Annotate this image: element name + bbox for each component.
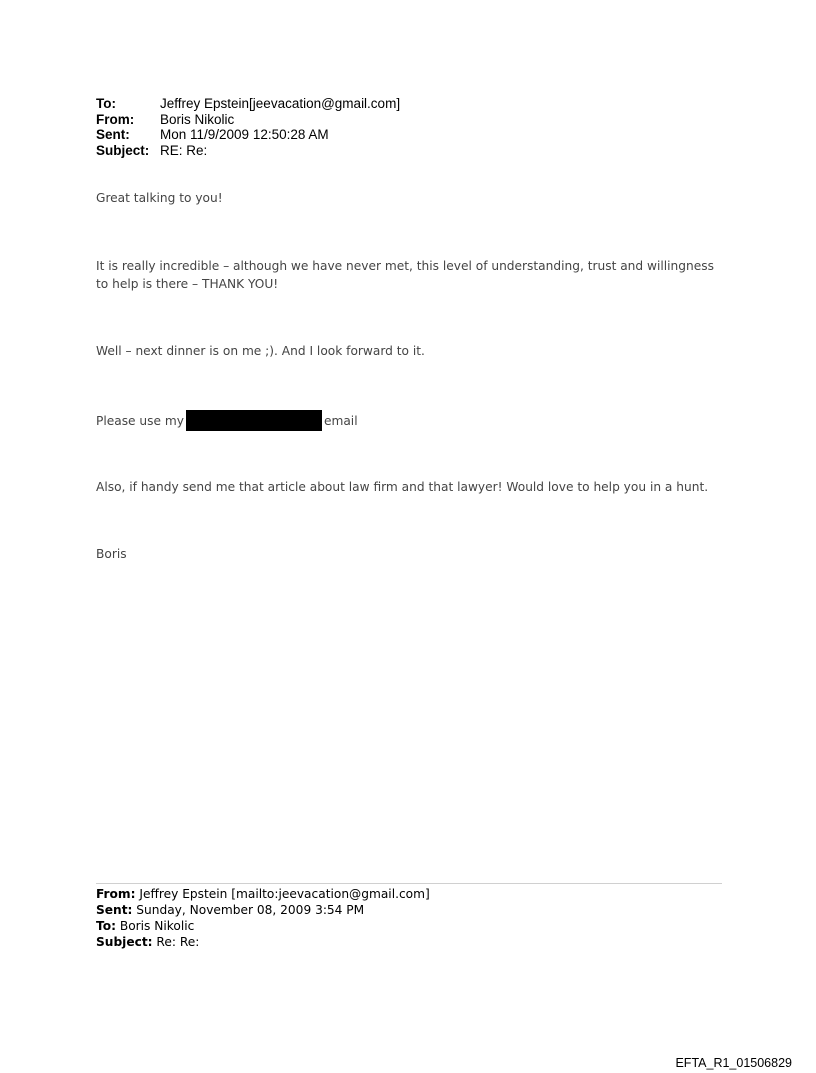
header-sent-row	[96, 127, 400, 143]
body-paragraph-thanks: It is really incredible – although we have never met, this level of understanding, trust and willingness to help is there – THANK YOU!	[96, 259, 714, 291]
quoted-to-row	[96, 918, 430, 934]
sent-value: Mon 11/9/2009 12:50:28 AM	[160, 127, 329, 142]
quoted-from-row	[96, 886, 430, 902]
quoted-from-value: Jeffrey Epstein [mailto:jeevacation@gmail.com]	[139, 887, 430, 901]
subject-label: Subject:	[96, 142, 150, 158]
to-label: To:	[96, 96, 116, 111]
header-from-row	[96, 112, 400, 128]
email-header	[96, 96, 400, 158]
redaction-block	[186, 410, 322, 431]
to-value: Jeffrey Epstein[jeevacation@gmail.com]	[160, 96, 401, 111]
from-value: Boris Nikolic	[160, 111, 235, 127]
quoted-from-label: From:	[96, 887, 136, 901]
quoted-subject-label: Subject:	[96, 935, 153, 949]
header-to-row	[96, 96, 400, 112]
email-text-before: Please use my	[96, 414, 184, 428]
body-paragraph-email	[96, 410, 358, 431]
subject-value: RE: Re:	[160, 142, 208, 158]
from-label: From:	[96, 111, 135, 127]
quoted-sent-label: Sent:	[96, 903, 133, 917]
email-text-after: email	[323, 414, 358, 428]
quoted-subject-row	[96, 934, 430, 950]
body-paragraph-greeting: Great talking to you!	[96, 191, 223, 205]
document-id: EFTA_R1_01506829	[675, 1056, 792, 1070]
signature: Boris	[96, 547, 127, 561]
quoted-to-value: Boris Nikolic	[119, 919, 195, 933]
quoted-sent-row	[96, 902, 430, 918]
quoted-divider	[96, 883, 722, 884]
header-subject-row	[96, 143, 400, 159]
sent-label: Sent:	[96, 127, 130, 142]
quoted-sent-value: Sunday, November 08, 2009 3:54 PM	[136, 903, 365, 917]
quoted-header	[96, 886, 430, 950]
quoted-to-label: To:	[96, 919, 116, 933]
body-paragraph-dinner: Well – next dinner is on me ;). And I look forward to it.	[96, 344, 425, 358]
quoted-subject-value: Re: Re:	[156, 935, 200, 949]
body-paragraph-article: Also, if handy send me that article about law firm and that lawyer! Would love to help you in a hunt.	[96, 480, 709, 494]
